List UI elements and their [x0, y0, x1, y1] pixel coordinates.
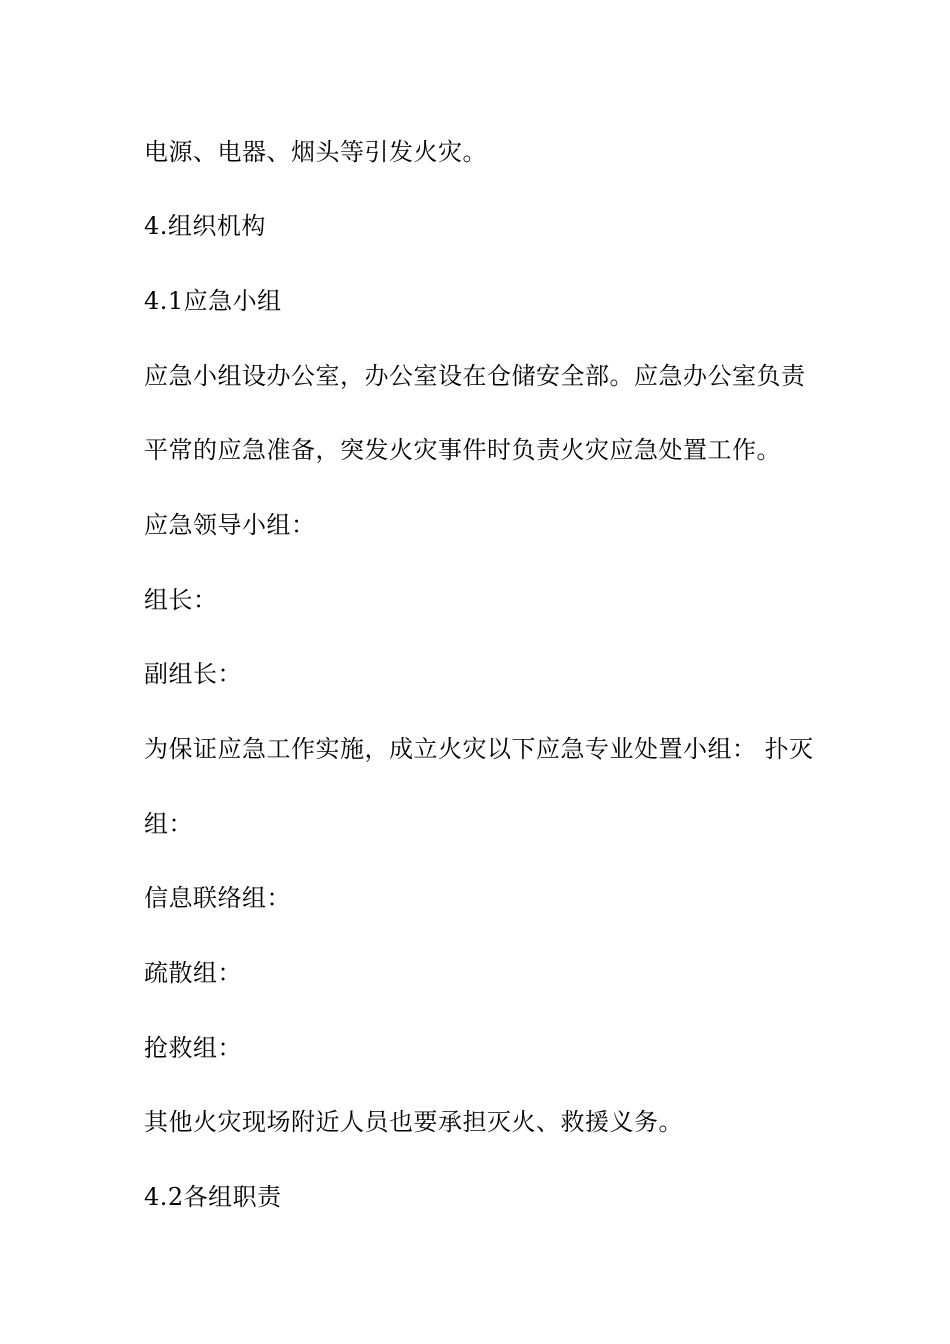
label-deputy-leader: 副组长： — [144, 660, 242, 688]
paragraph-office-line-1: 应急小组设办公室，办公室设在仓储安全部。应急办公室负责 — [144, 362, 806, 390]
heading-section-4-2: 4.2各组职责 — [144, 1183, 282, 1211]
label-rescue-group: 抢救组： — [144, 1034, 242, 1062]
paragraph-fire-causes: 电源、电器、烟头等引发火灾。 — [144, 138, 487, 166]
heading-section-4-1: 4.1应急小组 — [144, 287, 282, 315]
paragraph-subgroups-line-2: 组： — [144, 810, 193, 838]
paragraph-office-line-2: 平常的应急准备，突发火灾事件时负责火灾应急处置工作。 — [144, 436, 781, 464]
label-evacuation-group: 疏散组： — [144, 959, 242, 987]
label-liaison-group: 信息联络组： — [144, 884, 291, 912]
paragraph-subgroups-line-1: 为保证应急工作实施，成立火灾以下应急专业处置小组： 扑灭 — [144, 735, 814, 763]
label-leadership-group: 应急领导小组： — [144, 511, 316, 539]
heading-section-4: 4.组织机构 — [144, 212, 266, 240]
paragraph-nearby-personnel: 其他火灾现场附近人员也要承担灭火、救援义务。 — [144, 1108, 683, 1136]
label-group-leader: 组长： — [144, 586, 218, 614]
